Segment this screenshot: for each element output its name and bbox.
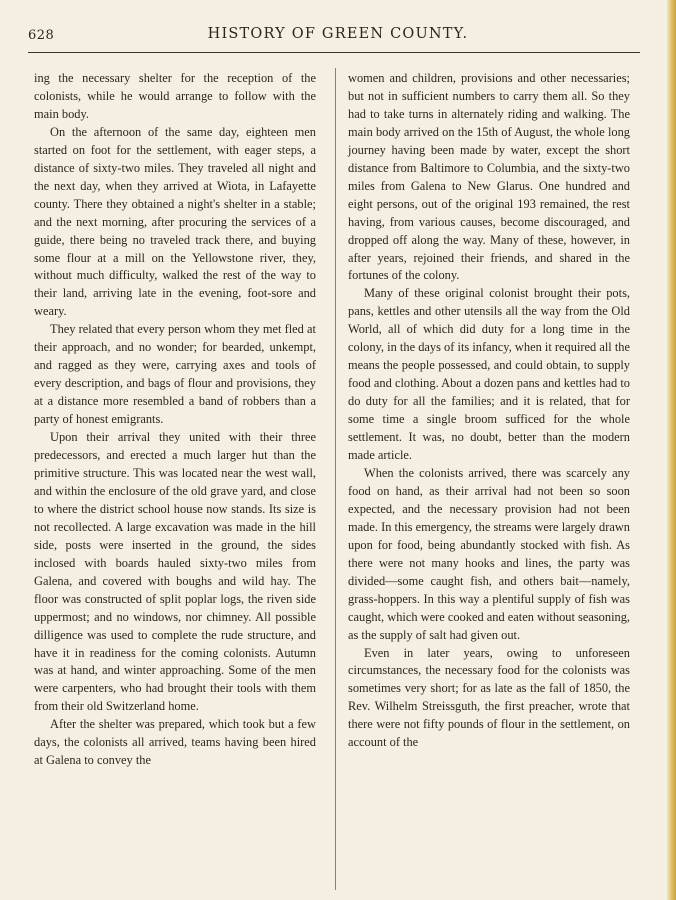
paragraph: women and children, provisions and other necessaries; but not in sufficient numbers to carry them all. So they had to take turns in alternately riding and walking. The main body arrived on the 15th of August, the whole long journey having been made by water, except the short distance from Baltimore to Columbia, and the sixty-two miles from Galena to New Glarus. One hundred and eight persons, out of the original 193 remained, the rest having, from various causes, become discouraged, and dropped off along the way. Many of these, however, in after years, rejoined their friends, and shared in the fortunes of the colony. (348, 71, 630, 283)
page-number: 628 (28, 28, 55, 43)
left-column (34, 70, 316, 770)
paragraph: Many of these original colonist brought their pots, pans, kettles and other utensils all the way from the Old World, all of which did duty for a long time in the colony, in the days of its infancy, when it required all the means the people possessed, and could obtain, to supply food and clothing. About a dozen pans and kettles had to do duty for all the families; and it is related, that for some time a single broom sufficed for the whole settlement. It was, no doubt, better than the modern made article. (348, 286, 630, 463)
paragraph: When the colonists arrived, there was scarcely any food on hand, as their arrival had not been so soon expected, and the necessary provision had not been made. In this emergency, the streams were largely drawn upon for food, being abundantly stocked with fish. As there were not many hooks and lines, the party was divided—some caught fish, and others bait—namely, grass-hoppers. In this way a plentiful supply of fish was caught, which were cooked and eaten without seasoning, as the supply of salt had given out. (348, 465, 630, 642)
paragraph: ing the necessary shelter for the reception of the colonists, while he would arrange to follow with the main body. (34, 71, 316, 121)
paragraph: Even in later years, owing to unforeseen circumstances, the necessary food for the colonists was sometimes very short; for as late as the fall of 1850, the Rev. Wilhelm Streissguth, the first preacher, wrote that there were not fifty pounds of flour in the settlement, on account of the (348, 645, 630, 750)
header-rule (28, 52, 640, 53)
paragraph: On the afternoon of the same day, eighteen men started on foot for the settlement, with eager steps, a distance of sixty-two miles. They traveled all night and the next day, when they arrived at Wiota, in Lafayette county. There they obtained a night's shelter in a stable; and the next morning, after procuring the services of a guide, there being no traveled track there, and buying some flour at a mill on the Yellowstone river, they, without much difficulty, walked the rest of the way to their land, arriving late in the evening, foot-sore and weary. (34, 124, 316, 319)
paragraph: They related that every person whom they met fled at their approach, and no wonder; for bearded, unkempt, and ragged as they were, carrying axes and tools of every description, and bags of flour and provisions, they at a distance more resembled a band of robbers than a party of honest emigrants. (34, 322, 316, 427)
running-title: HISTORY OF GREEN COUNTY. (207, 26, 469, 42)
paragraph: Upon their arrival they united with their three predecessors, and erected a much larger hut than the primitive structure. This was located near the west wall, and within the enclosure of the old grave yard, and close to where the district school house now stands. Its size is not recollected. A large excavation was made in the hill side, posts were inserted in the ground, the sides inclosed with boards hauled sixty-two miles from Galena, and covered with boughs and wild hay. The floor was constructed of split poplar logs, the riven side uppermost; and no windows, nor chimney. All possible dilligence was used to complete the rude structure, and have it in readiness for the coming colonists. Autumn was at hand, and winter approaching. Some of the men were carpenters, who had brought their tools with them from their old Switzerland home. (34, 430, 316, 714)
paragraph: After the shelter was prepared, which took but a few days, the colonists all arrived, teams having been hired at Galena to convey the (34, 717, 316, 768)
page-edge (667, 0, 676, 900)
column-divider (335, 68, 336, 890)
right-column (348, 70, 630, 752)
